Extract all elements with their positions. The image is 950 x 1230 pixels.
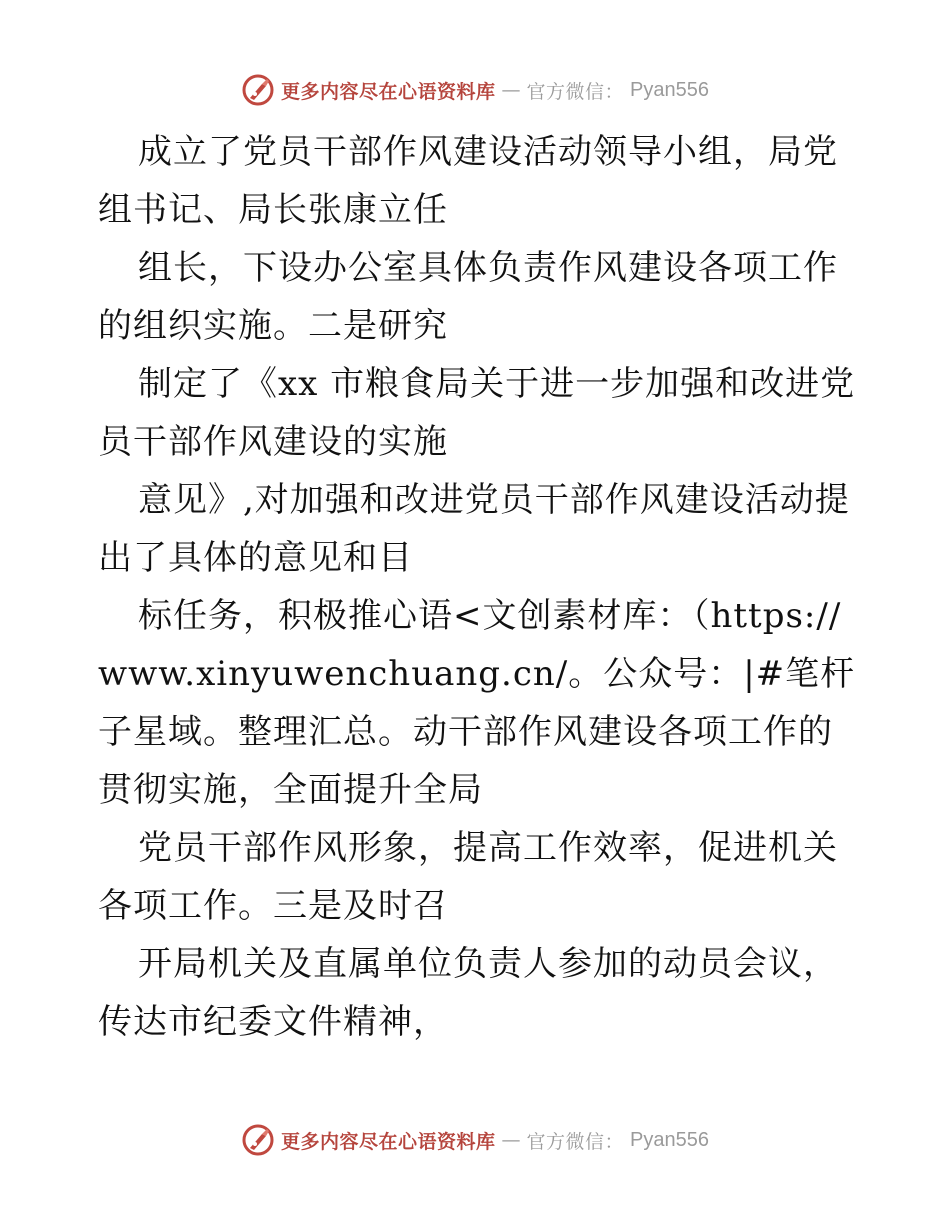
watermark-wechat-label: 官方微信： bbox=[526, 80, 625, 103]
watermark-dash: — bbox=[501, 1129, 521, 1151]
paragraph-4: 意见》,对加强和改进党员干部作风建设活动提出了具体的意见和目 bbox=[98, 480, 850, 578]
watermark-dash: — bbox=[501, 79, 521, 101]
document-body bbox=[98, 123, 858, 1051]
header-watermark bbox=[0, 70, 950, 110]
watermark-brand-text: 更多内容尽在心语资料库 bbox=[281, 80, 496, 103]
footer-watermark bbox=[0, 1120, 950, 1160]
paragraph-6: 党员干部作风形象，提高工作效率，促进机关各项工作。三是及时召 bbox=[98, 828, 838, 926]
watermark-brand-text: 更多内容尽在心语资料库 bbox=[281, 1130, 496, 1153]
watermark-wechat-label: 官方微信： bbox=[526, 1130, 625, 1153]
paragraph-3: 制定了《xx 市粮食局关于进一步加强和改进党员干部作风建设的实施 bbox=[98, 364, 856, 462]
paragraph-5: 标任务，积极推心语<文创素材库：（https://www.xinyuwenchuang.cn/。公众号：|#笔杆子星域。整理汇总。动干部作风建设各项工作的贯彻实施，全面提升全局 bbox=[98, 596, 856, 810]
watermark-wechat-id: Pyan556 bbox=[630, 1128, 709, 1151]
watermark-wechat-id: Pyan556 bbox=[630, 78, 709, 101]
paragraph-1: 成立了党员干部作风建设活动领导小组，局党组书记、局长张康立任 bbox=[98, 132, 838, 230]
paragraph-2: 组长，下设办公室具体负责作风建设各项工作的组织实施。二是研究 bbox=[98, 248, 838, 346]
pen-nib-logo-icon bbox=[241, 1123, 275, 1157]
paragraph-7: 开局机关及直属单位负责人参加的动员会议，传达市纪委文件精神， bbox=[98, 944, 838, 1042]
pen-nib-logo-icon bbox=[241, 73, 275, 107]
